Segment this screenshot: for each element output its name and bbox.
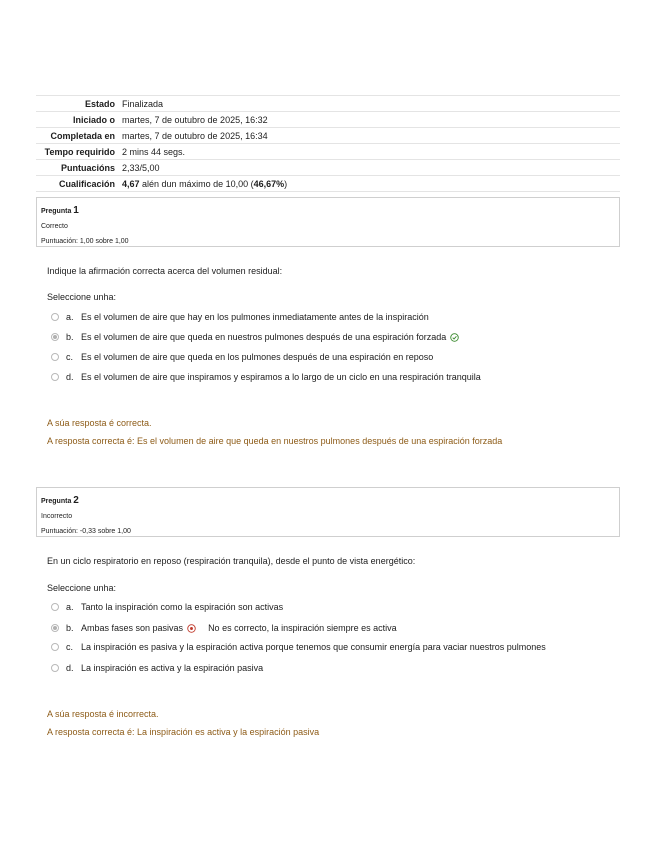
answer-text: La inspiración es pasiva y la espiración activa porque tenemos que consumir energía para vaciar nuestros pulmones <box>81 642 546 652</box>
answer-option[interactable] <box>51 600 283 614</box>
quiz-summary-table <box>36 95 620 192</box>
check-circle-icon <box>450 333 459 342</box>
summary-value: 2 mins 44 segs. <box>122 146 186 157</box>
answer-letter: a. <box>66 602 74 612</box>
question-state: Incorrecto <box>41 513 73 520</box>
radio-button[interactable] <box>51 603 59 611</box>
question-1-info <box>36 197 620 247</box>
radio-button-selected[interactable] <box>51 624 59 632</box>
summary-label: Estado <box>84 98 115 109</box>
answer-letter: b. <box>66 332 74 342</box>
question-1-feedback: A súa resposta é correcta. <box>47 418 152 428</box>
answer-option[interactable] <box>51 310 429 324</box>
question-2-right-answer: A resposta correcta é: La inspiración es activa y la espiración pasiva <box>47 727 320 737</box>
answer-letter: c. <box>66 642 74 652</box>
answer-text: La inspiración es activa y la espiración pasiva <box>81 663 264 673</box>
summary-row-started <box>36 112 620 128</box>
summary-row-grade <box>36 176 620 192</box>
answer-option[interactable] <box>51 370 481 384</box>
question-2-prompt: Seleccione unha: <box>47 583 117 593</box>
summary-label: Iniciado o <box>72 114 115 125</box>
answer-text: Es el volumen de aire que inspiramos y espiramos a lo largo de un ciclo en una respiración tranquila <box>81 372 481 382</box>
answer-option[interactable] <box>51 640 546 654</box>
question-number: 2 <box>73 495 79 506</box>
answer-option[interactable] <box>51 621 397 635</box>
answer-option[interactable] <box>51 661 263 675</box>
question-2-info <box>36 487 620 537</box>
grade-score: 4,67 <box>122 178 140 189</box>
grade-end: ) <box>284 178 288 189</box>
inline-feedback: No es correcto, la inspiración siempre es activa <box>208 623 397 633</box>
summary-row-completed <box>36 128 620 144</box>
radio-button[interactable] <box>51 373 59 381</box>
question-label: Pregunta <box>41 208 74 215</box>
question-title <box>41 203 615 219</box>
radio-button[interactable] <box>51 353 59 361</box>
answer-text: Es el volumen de aire que queda en los pulmones después de una espiración en reposo <box>81 352 434 362</box>
answer-text: Es el volumen de aire que queda en nuestros pulmones después de una espiración forzada <box>81 332 447 342</box>
incorrect-circle-icon <box>187 624 196 633</box>
summary-label: Cualificación <box>58 178 115 189</box>
summary-row-marks <box>36 160 620 176</box>
answer-letter: c. <box>66 352 74 362</box>
radio-button-selected[interactable] <box>51 333 59 341</box>
question-1-prompt: Seleccione unha: <box>47 292 117 302</box>
question-mark: Puntuación: -0,33 sobre 1,00 <box>41 528 131 535</box>
summary-label: Completada en <box>50 130 115 141</box>
summary-row-state <box>36 96 620 112</box>
radio-button[interactable] <box>51 643 59 651</box>
grade-middle: alén dun máximo de 10,00 ( <box>139 178 254 189</box>
question-1-right-answer: A resposta correcta é: Es el volumen de aire que queda en nuestros pulmones después de una espiración forzada <box>47 436 503 446</box>
summary-row-time <box>36 144 620 160</box>
question-1-text: Indique la afirmación correcta acerca del volumen residual: <box>47 266 283 276</box>
question-label: Pregunta <box>41 498 74 505</box>
answer-text: Ambas fases son pasivas <box>81 623 184 633</box>
answer-text: Tanto la inspiración como la espiración son activas <box>81 602 284 612</box>
answer-letter: b. <box>66 623 74 633</box>
answer-option[interactable] <box>51 350 433 364</box>
answer-option[interactable] <box>51 330 459 344</box>
summary-value: martes, 7 de outubro de 2025, 16:32 <box>122 114 268 125</box>
answer-letter: d. <box>66 372 74 382</box>
radio-button[interactable] <box>51 313 59 321</box>
summary-value: Finalizada <box>122 98 164 109</box>
radio-button[interactable] <box>51 664 59 672</box>
summary-value: 2,33/5,00 <box>122 162 160 173</box>
answer-letter: a. <box>66 312 74 322</box>
summary-label: Puntuacións <box>60 162 115 173</box>
answer-letter: d. <box>66 663 74 673</box>
question-2-text: En un ciclo respiratorio en reposo (respiración tranquila), desde el punto de vista energético: <box>47 556 416 566</box>
grade-percent: 46,67% <box>253 178 285 189</box>
question-number: 1 <box>73 205 79 216</box>
summary-label: Tempo requirido <box>44 146 115 157</box>
summary-value: martes, 7 de outubro de 2025, 16:34 <box>122 130 268 141</box>
question-title <box>41 493 615 509</box>
answer-text: Es el volumen de aire que hay en los pulmones inmediatamente antes de la inspiración <box>81 312 429 322</box>
question-mark: Puntuación: 1,00 sobre 1,00 <box>41 238 129 245</box>
grade-value <box>122 179 620 189</box>
question-2-feedback: A súa resposta é incorrecta. <box>47 709 159 719</box>
question-state: Correcto <box>41 223 68 230</box>
